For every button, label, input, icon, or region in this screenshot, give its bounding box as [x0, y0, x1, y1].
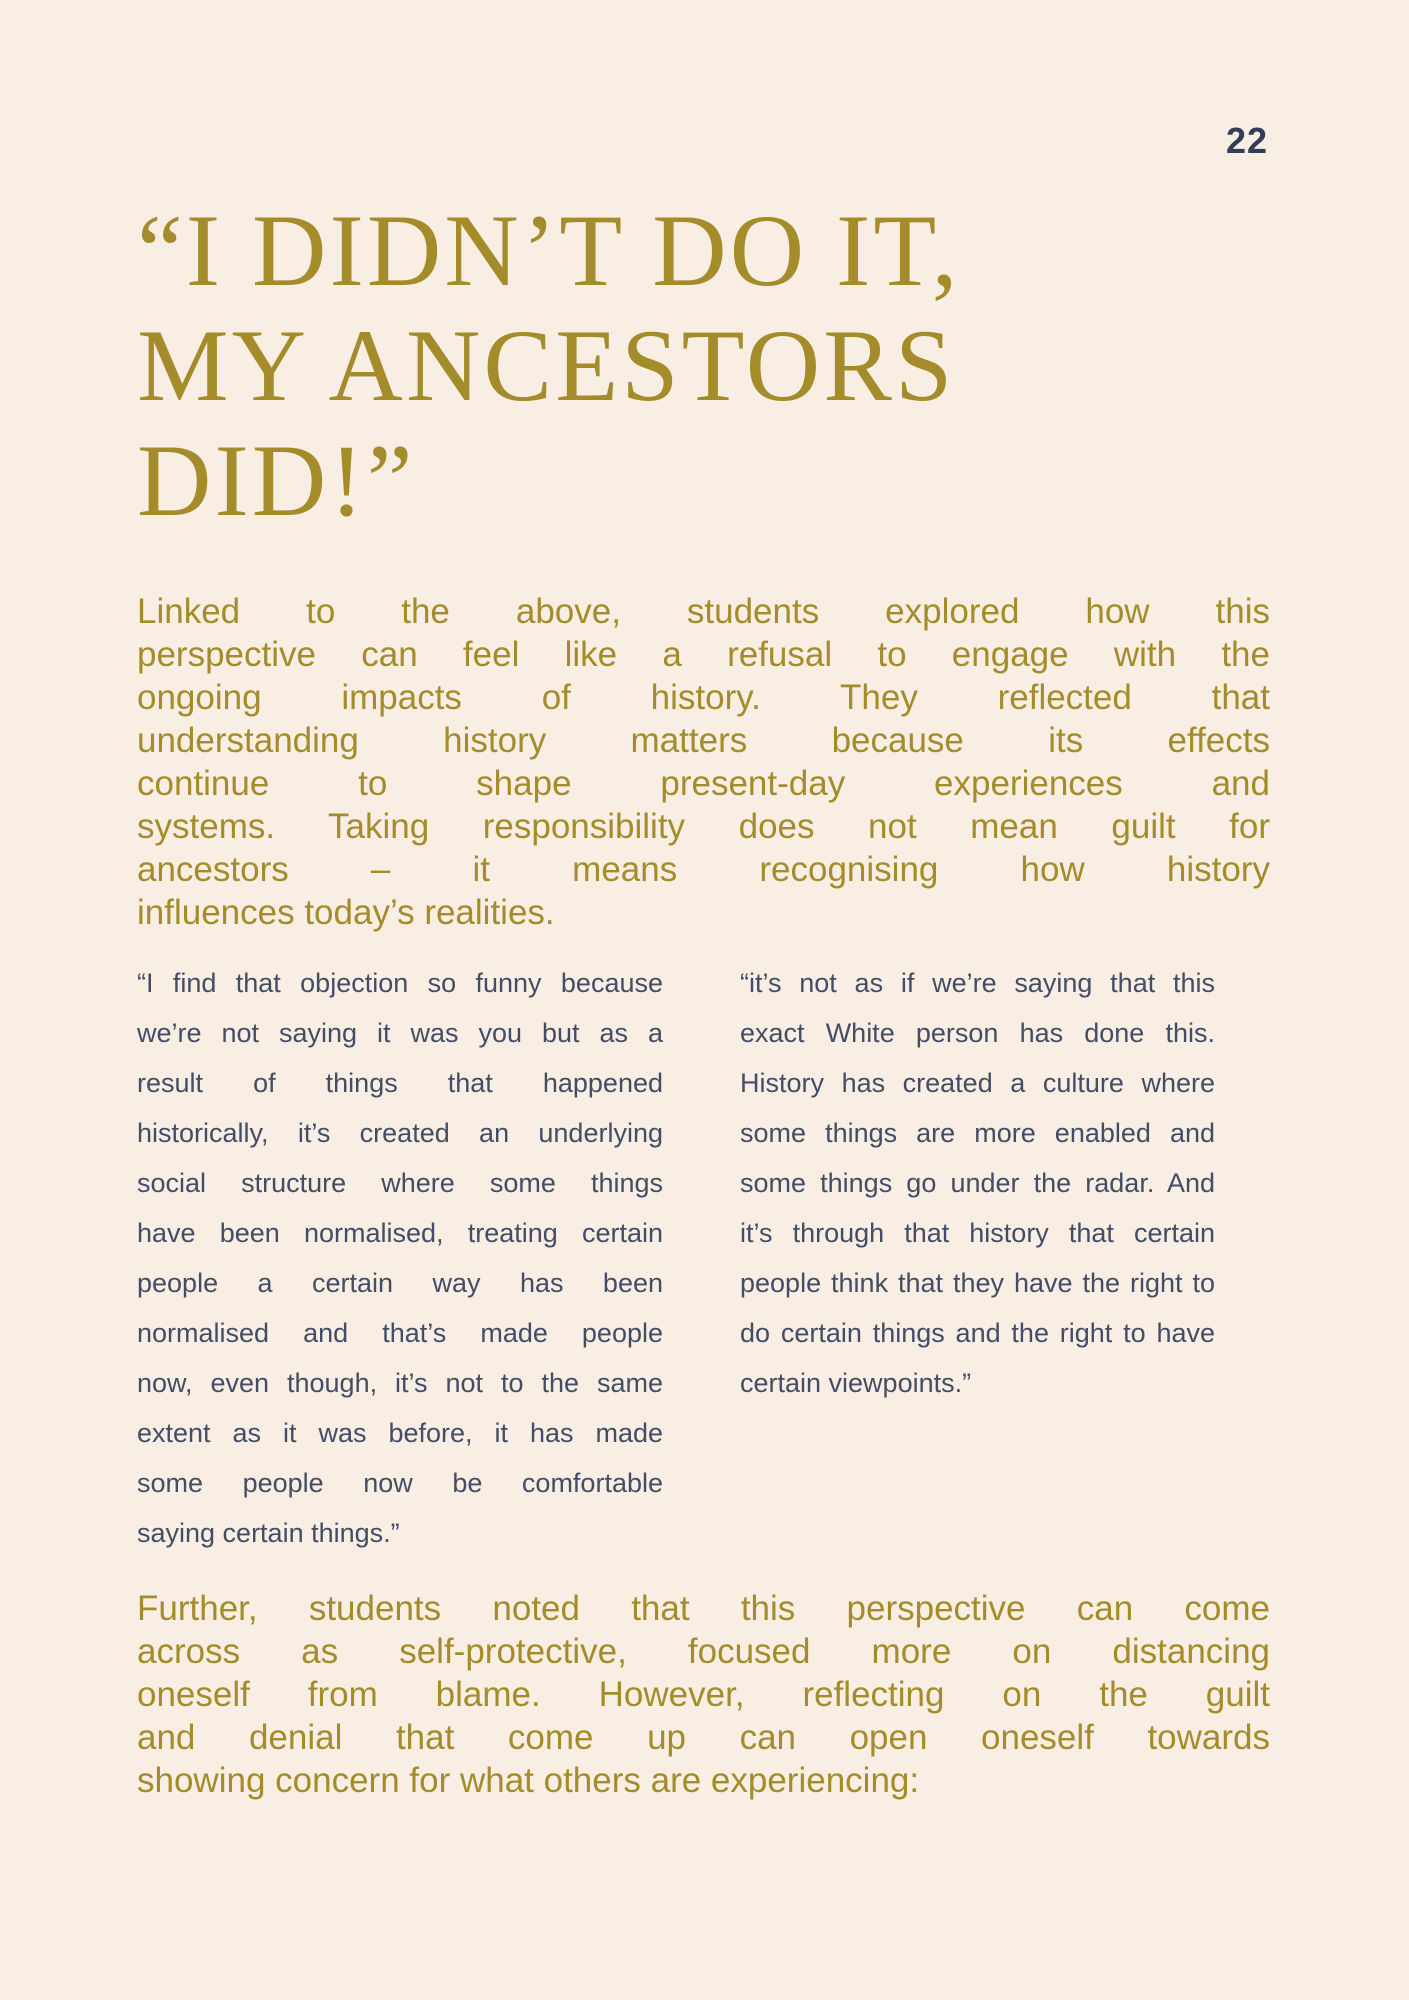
text-line: influences today’s realities.	[137, 893, 555, 932]
text-line: people a certain way has been	[137, 1268, 663, 1298]
text-line: people think that they have the right to	[740, 1268, 1215, 1298]
page-title	[137, 194, 1357, 539]
text-line: certain viewpoints.”	[740, 1368, 972, 1398]
intro-paragraph	[137, 590, 1270, 934]
page-number: 22	[1225, 120, 1268, 161]
text-line: DID!”	[137, 424, 416, 538]
text-line: some things are more enabled and	[740, 1118, 1215, 1148]
text-line: some things go under the radar. And	[740, 1168, 1215, 1198]
text-line: have been normalised, treating certain	[137, 1218, 663, 1248]
student-quote-right	[740, 958, 1215, 1408]
text-line: extent as it was before, it has made	[137, 1418, 663, 1448]
text-line: “I find that objection so funny because	[137, 968, 663, 998]
text-line: ongoing impacts of history. They reflected that	[137, 678, 1270, 717]
text-line: systems. Taking responsibility does not mean guilt for	[137, 807, 1270, 846]
text-line: Linked to the above, students explored how this	[137, 592, 1270, 631]
text-line: it’s through that history that certain	[740, 1218, 1215, 1248]
text-line: showing concern for what others are experiencing:	[137, 1761, 920, 1800]
text-line: saying certain things.”	[137, 1518, 400, 1548]
text-line: MY ANCESTORS	[137, 309, 956, 423]
text-line: normalised and that’s made people	[137, 1318, 663, 1348]
text-line: some people now be comfortable	[137, 1468, 663, 1498]
text-line: “it’s not as if we’re saying that this	[740, 968, 1215, 998]
text-line: perspective can feel like a refusal to engage with the	[137, 635, 1270, 674]
text-line: Further, students noted that this perspective can come	[137, 1589, 1270, 1628]
text-line: and denial that come up can open oneself towards	[137, 1718, 1270, 1757]
closing-paragraph	[137, 1587, 1270, 1802]
text-line: historically, it’s created an underlying	[137, 1118, 663, 1148]
text-line: ancestors – it means recognising how history	[137, 850, 1270, 889]
student-quote-left	[137, 958, 663, 1558]
text-line: now, even though, it’s not to the same	[137, 1368, 663, 1398]
text-line: oneself from blame. However, reflecting on the guilt	[137, 1675, 1270, 1714]
text-line: “I DIDN’T DO IT,	[137, 194, 961, 308]
text-line: exact White person has done this.	[740, 1018, 1215, 1048]
text-line: across as self-protective, focused more on distancing	[137, 1632, 1270, 1671]
text-line: History has created a culture where	[740, 1068, 1215, 1098]
text-line: social structure where some things	[137, 1168, 663, 1198]
text-line: understanding history matters because its effects	[137, 721, 1270, 760]
text-line: result of things that happened	[137, 1068, 663, 1098]
text-line: continue to shape present-day experiences and	[137, 764, 1270, 803]
text-line: we’re not saying it was you but as a	[137, 1018, 663, 1048]
text-line: do certain things and the right to have	[740, 1318, 1215, 1348]
